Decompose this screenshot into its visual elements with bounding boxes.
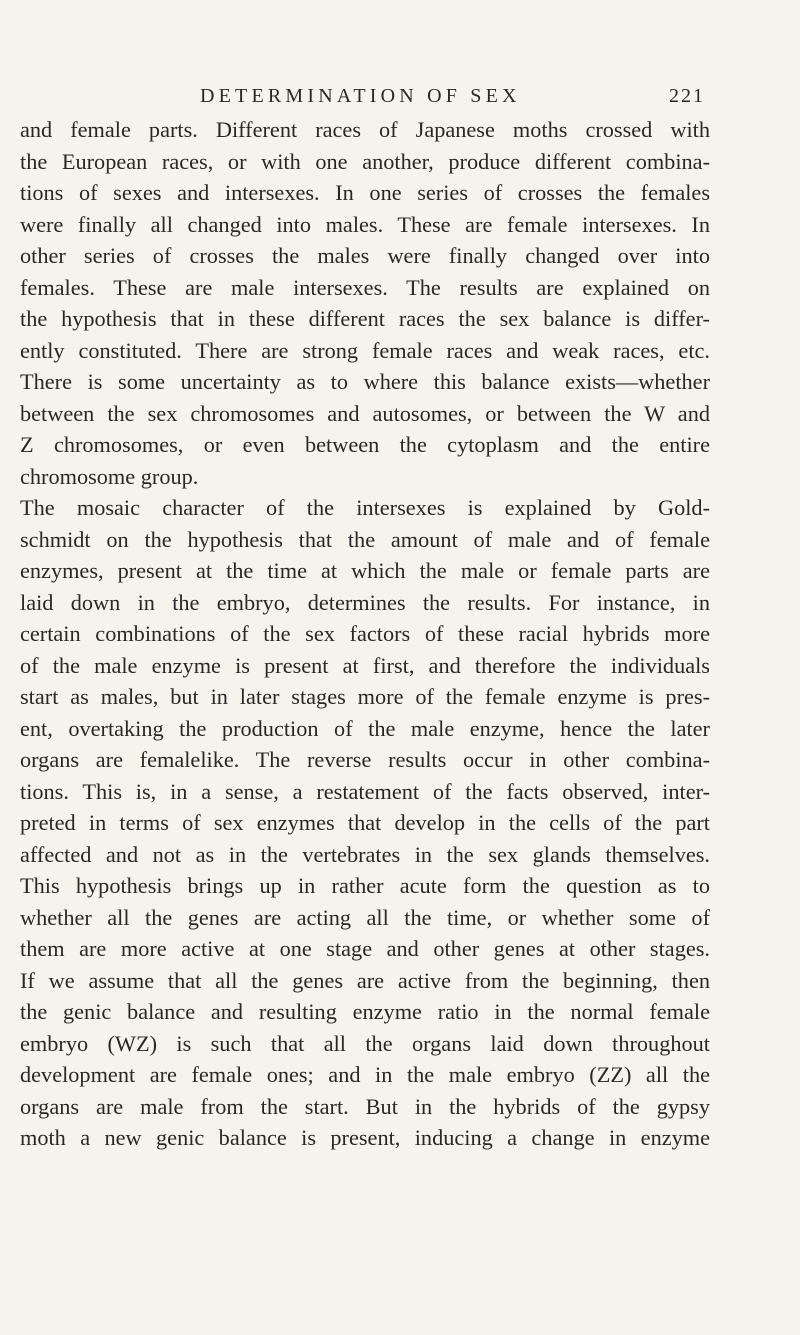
text-line: If we assume that all the genes are active from the beginning, then bbox=[20, 967, 710, 993]
text-line: them are more active at one stage and other genes at other stages. bbox=[20, 936, 710, 961]
text-line: tions. This is, in a sense, a restatement of the facts observed, inter- bbox=[20, 778, 710, 804]
text-line: the hypothesis that in these different races the sex balance is differ- bbox=[20, 306, 710, 331]
text-line: embryo (WZ) is such that all the organs laid down throughout bbox=[20, 1030, 710, 1056]
text-line: start as males, but in later stages more of the female enzyme is pres- bbox=[20, 684, 710, 709]
text-line: the European races, or with one another, produce different combina- bbox=[20, 148, 710, 174]
text-line: whether all the genes are acting all the time, or whether some of bbox=[20, 904, 710, 930]
text-line: were finally all changed into males. These are female intersexes. In bbox=[20, 211, 710, 237]
text-line: affected and not as in the vertebrates in the sex glands themselves. bbox=[20, 841, 710, 867]
page-number: 221 bbox=[669, 85, 705, 107]
text-line: schmidt on the hypothesis that the amount of male and of female bbox=[20, 526, 710, 552]
text-line: Z chromosomes, or even between the cytoplasm and the entire bbox=[20, 432, 710, 457]
text-line: laid down in the embryo, determines the results. For instance, in bbox=[20, 589, 710, 615]
text-line: The mosaic character of the intersexes is explained by Gold- bbox=[20, 495, 710, 520]
text-line: and female parts. Different races of Japanese moths crossed with bbox=[20, 117, 710, 142]
text-line: females. These are male intersexes. The results are explained on bbox=[20, 274, 710, 300]
text-line: of the male enzyme is present at first, and therefore the individuals bbox=[20, 652, 710, 678]
text-line: organs are femalelike. The reverse results occur in other combina- bbox=[20, 747, 710, 772]
text-line: preted in terms of sex enzymes that develop in the cells of the part bbox=[20, 810, 710, 835]
text-line: There is some uncertainty as to where this balance exists—whether bbox=[20, 369, 710, 394]
body-text bbox=[20, 114, 710, 1154]
text-line: organs are male from the start. But in the hybrids of the gypsy bbox=[20, 1093, 710, 1119]
text-line: enzymes, present at the time at which the male or female parts are bbox=[20, 558, 710, 583]
text-line: ent, overtaking the production of the male enzyme, hence the later bbox=[20, 715, 710, 741]
text-line: moth a new genic balance is present, inducing a change in enzyme bbox=[20, 1125, 710, 1150]
text-line: other series of crosses the males were finally changed over into bbox=[20, 243, 710, 268]
page-header bbox=[200, 85, 705, 113]
text-line: the genic balance and resulting enzyme ratio in the normal female bbox=[20, 999, 710, 1024]
text-line: certain combinations of the sex factors of these racial hybrids more bbox=[20, 621, 710, 646]
text-line: between the sex chromosomes and autosomes, or between the W and bbox=[20, 400, 710, 426]
running-head: DETERMINATION OF SEX bbox=[200, 85, 521, 107]
text-line: ently constituted. There are strong female races and weak races, etc. bbox=[20, 337, 710, 363]
text-line: This hypothesis brings up in rather acute form the question as to bbox=[20, 873, 710, 898]
text-line: chromosome group. bbox=[20, 463, 199, 489]
text-line: development are female ones; and in the male embryo (ZZ) all the bbox=[20, 1062, 710, 1087]
text-line: tions of sexes and intersexes. In one series of crosses the females bbox=[20, 180, 710, 205]
